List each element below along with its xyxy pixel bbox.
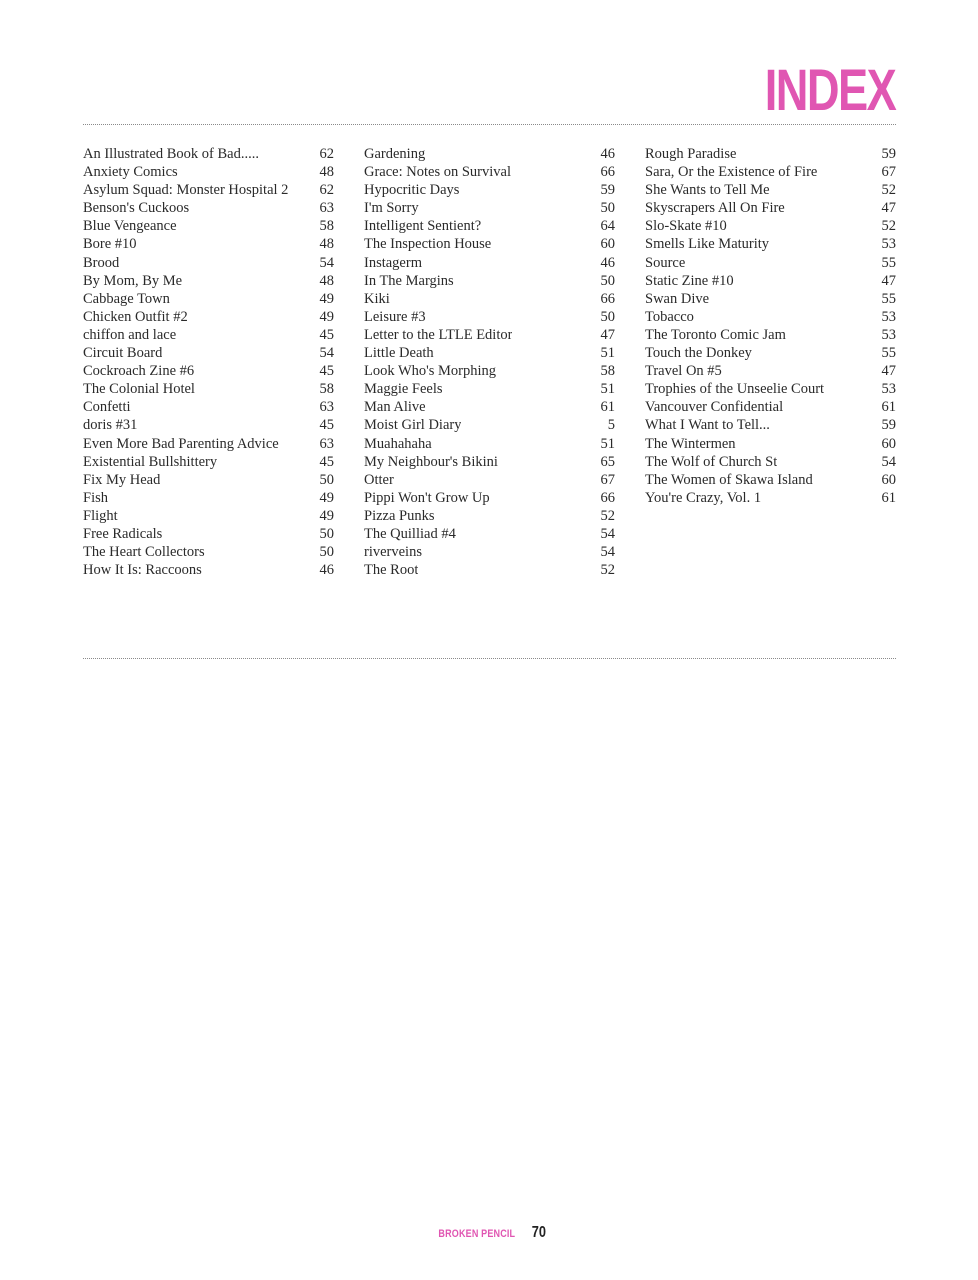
entry-page-number: 58	[600, 363, 615, 380]
entry-page-number: 46	[600, 146, 615, 162]
entry-page-number: 66	[600, 489, 615, 506]
index-entry	[83, 326, 334, 344]
entry-title: Skyscrapers All On Fire	[645, 200, 785, 217]
entry-title: Chicken Outfit #2	[83, 308, 188, 325]
entry-page-number: 47	[600, 326, 615, 343]
entry-title: Flight	[83, 507, 118, 524]
entry-page-number: 66	[600, 164, 615, 181]
entry-title: Cabbage Town	[83, 290, 170, 307]
entry-title: Instagerm	[364, 254, 422, 271]
index-entry	[83, 308, 334, 326]
index-entry	[645, 235, 896, 253]
entry-page-number: 54	[881, 453, 896, 470]
entry-page-number: 65	[600, 453, 615, 470]
entry-title: Gardening	[364, 146, 426, 162]
publication-name: BROKEN PENCIL	[438, 1228, 516, 1240]
entry-page-number: 54	[600, 525, 615, 542]
entry-page-number: 51	[600, 435, 615, 452]
entry-title: The Quilliad #4	[364, 525, 456, 542]
entry-title: Otter	[364, 471, 394, 488]
entry-title: Slo-Skate #10	[645, 218, 727, 235]
index-entry	[364, 398, 615, 416]
index-entry	[645, 362, 896, 380]
index-entry	[364, 380, 615, 398]
entry-title: Swan Dive	[645, 290, 710, 307]
entry-title: Fish	[83, 489, 108, 506]
index-entry	[83, 235, 334, 253]
index-entry	[645, 471, 896, 489]
entry-page-number: 45	[319, 453, 334, 470]
index-entry	[645, 145, 896, 163]
entry-page-number: 67	[600, 471, 615, 488]
index-entry	[364, 308, 615, 326]
entry-page-number: 51	[600, 381, 615, 398]
index-entry	[83, 362, 334, 380]
index-entry	[645, 254, 896, 272]
entry-page-number: 45	[319, 363, 334, 380]
entry-page-number: 50	[600, 308, 615, 325]
index-entry	[645, 163, 896, 181]
entry-page-number: 47	[881, 363, 896, 380]
index-entry	[364, 471, 615, 489]
index-entry	[83, 217, 334, 235]
index-entry	[83, 543, 334, 561]
index-column-1	[83, 145, 334, 579]
entry-title: Tobacco	[645, 308, 694, 325]
index-entry	[364, 507, 615, 525]
index-entry	[645, 416, 896, 434]
entry-page-number: 46	[319, 562, 334, 579]
entry-title: Anxiety Comics	[83, 164, 178, 181]
index-entry	[645, 380, 896, 398]
index-entry	[83, 561, 334, 579]
index-entry	[83, 453, 334, 471]
index-entry	[364, 199, 615, 217]
entry-title: I'm Sorry	[364, 200, 419, 217]
index-entry	[645, 308, 896, 326]
entry-title: Pizza Punks	[364, 507, 435, 524]
entry-page-number: 59	[600, 182, 615, 199]
bottom-dotted-divider	[83, 658, 896, 659]
entry-title: My Neighbour's Bikini	[364, 453, 498, 470]
index-entry	[645, 326, 896, 344]
entry-page-number: 45	[319, 417, 334, 434]
entry-page-number: 58	[319, 218, 334, 235]
index-entry	[83, 471, 334, 489]
entry-title: Pippi Won't Grow Up	[364, 489, 490, 506]
entry-page-number: 48	[319, 272, 334, 289]
entry-title: Circuit Board	[83, 345, 163, 362]
entry-title: Hypocritic Days	[364, 182, 460, 199]
index-entry	[83, 398, 334, 416]
entry-page-number: 50	[319, 525, 334, 542]
index-entry	[83, 163, 334, 181]
entry-page-number: 46	[600, 254, 615, 271]
entry-page-number: 50	[319, 544, 334, 561]
entry-title: Muahahaha	[364, 435, 432, 452]
index-entry	[83, 344, 334, 362]
entry-title: The Toronto Comic Jam	[645, 326, 786, 343]
entry-title: By Mom, By Me	[83, 272, 183, 289]
entry-title: The Inspection House	[364, 236, 492, 253]
index-entry	[364, 489, 615, 507]
entry-page-number: 53	[881, 326, 896, 343]
entry-page-number: 52	[881, 182, 896, 199]
index-entry	[83, 272, 334, 290]
entry-title: You're Crazy, Vol. 1	[645, 489, 762, 506]
entry-page-number: 52	[600, 507, 615, 524]
entry-title: Existential Bullshittery	[83, 453, 218, 470]
index-entry	[364, 145, 615, 163]
entry-title: Source	[645, 254, 686, 271]
entry-title: Man Alive	[364, 399, 426, 416]
index-entry	[83, 380, 334, 398]
index-entry	[83, 416, 334, 434]
entry-title: Moist Girl Diary	[364, 417, 462, 434]
entry-page-number: 58	[319, 381, 334, 398]
entry-page-number: 49	[319, 308, 334, 325]
entry-title: Smells Like Maturity	[645, 236, 770, 253]
entry-title: Bore #10	[83, 236, 137, 253]
index-entry	[645, 217, 896, 235]
top-dotted-divider	[83, 124, 896, 125]
entry-page-number: 49	[319, 507, 334, 524]
index-entry	[645, 344, 896, 362]
entry-title: Maggie Feels	[364, 381, 443, 398]
entry-page-number: 61	[881, 489, 896, 506]
index-entry	[83, 199, 334, 217]
entry-title: The Colonial Hotel	[83, 381, 195, 398]
entry-title: How It Is: Raccoons	[83, 562, 202, 579]
entry-page-number: 67	[881, 164, 896, 181]
entry-page-number: 45	[319, 326, 334, 343]
index-entry	[645, 199, 896, 217]
index-entry	[83, 254, 334, 272]
entry-page-number: 55	[881, 290, 896, 307]
index-entry	[364, 435, 615, 453]
index-entry	[364, 254, 615, 272]
index-entry	[364, 163, 615, 181]
entry-title: The Wolf of Church St	[645, 453, 778, 470]
entry-title: Kiki	[364, 290, 390, 307]
entry-title: What I Want to Tell...	[645, 417, 770, 434]
index-entry	[364, 525, 615, 543]
entry-title: Fix My Head	[83, 471, 161, 488]
index-entry	[83, 181, 334, 199]
entry-title: Free Radicals	[83, 525, 163, 542]
entry-page-number: 63	[319, 435, 334, 452]
entry-title: The Root	[364, 562, 419, 579]
entry-page-number: 52	[881, 218, 896, 235]
entry-page-number: 60	[600, 236, 615, 253]
index-entry	[83, 290, 334, 308]
index-entry	[364, 326, 615, 344]
page-number: 70	[531, 1224, 547, 1241]
entry-title: Sara, Or the Existence of Fire	[645, 164, 818, 181]
entry-page-number: 63	[319, 200, 334, 217]
index-entry	[83, 507, 334, 525]
entry-page-number: 50	[319, 471, 334, 488]
entry-title: Confetti	[83, 399, 131, 416]
entry-page-number: 55	[881, 345, 896, 362]
index-entry	[364, 181, 615, 199]
entry-page-number: 52	[600, 562, 615, 579]
index-entry	[645, 398, 896, 416]
index-entry	[645, 453, 896, 471]
entry-title: The Women of Skawa Island	[645, 471, 813, 488]
entry-title: An Illustrated Book of Bad.....	[83, 146, 259, 162]
entry-title: Static Zine #10	[645, 272, 734, 289]
index-entry	[83, 145, 334, 163]
entry-page-number: 50	[600, 272, 615, 289]
entry-title: The Wintermen	[645, 435, 736, 452]
entry-page-number: 62	[319, 182, 334, 199]
page-footer	[0, 1224, 978, 1242]
entry-title: The Heart Collectors	[83, 544, 205, 561]
entry-title: riverveins	[364, 544, 422, 561]
entry-title: Even More Bad Parenting Advice	[83, 435, 279, 452]
entry-title: Little Death	[364, 345, 434, 362]
index-entry	[645, 290, 896, 308]
entry-page-number: 66	[600, 290, 615, 307]
entry-title: Trophies of the Unseelie Court	[645, 381, 825, 398]
entry-page-number: 48	[319, 164, 334, 181]
entry-title: Look Who's Morphing	[364, 363, 497, 380]
index-entry	[83, 525, 334, 543]
index-entry	[364, 362, 615, 380]
index-column-3	[645, 145, 896, 507]
entry-title: Benson's Cuckoos	[83, 200, 190, 217]
index-entry	[364, 290, 615, 308]
entry-page-number: 54	[319, 254, 334, 271]
index-entry	[364, 543, 615, 561]
index-entry	[364, 235, 615, 253]
entry-title: Blue Vengeance	[83, 218, 177, 235]
entry-title: Rough Paradise	[645, 146, 737, 162]
index-column-2	[364, 145, 615, 579]
entry-page-number: 51	[600, 345, 615, 362]
entry-page-number: 62	[319, 146, 334, 162]
index-entry	[83, 435, 334, 453]
entry-title: Brood	[83, 254, 120, 271]
entry-title: Letter to the LTLE Editor	[364, 326, 513, 343]
entry-page-number: 55	[881, 254, 896, 271]
entry-page-number: 54	[600, 544, 615, 561]
index-entry	[364, 416, 615, 434]
entry-page-number: 49	[319, 489, 334, 506]
entry-page-number: 54	[319, 345, 334, 362]
entry-page-number: 53	[881, 308, 896, 325]
index-entry	[83, 489, 334, 507]
entry-title: She Wants to Tell Me	[645, 182, 770, 199]
index-entry	[364, 453, 615, 471]
entry-page-number: 47	[881, 272, 896, 289]
entry-title: Grace: Notes on Survival	[364, 164, 511, 181]
entry-page-number: 49	[319, 290, 334, 307]
entry-title: Vancouver Confidential	[645, 399, 784, 416]
entry-page-number: 48	[319, 236, 334, 253]
entry-page-number: 60	[881, 435, 896, 452]
entry-page-number: 47	[881, 200, 896, 217]
entry-title: Asylum Squad: Monster Hospital 2	[83, 182, 289, 199]
entry-page-number: 5	[607, 417, 615, 434]
page-title: INDEX	[764, 58, 895, 123]
entry-page-number: 50	[600, 200, 615, 217]
entry-page-number: 64	[600, 218, 615, 235]
index-entry	[645, 272, 896, 290]
entry-title: Intelligent Sentient?	[364, 218, 482, 235]
entry-page-number: 61	[600, 399, 615, 416]
entry-page-number: 60	[881, 471, 896, 488]
entry-page-number: 59	[881, 417, 896, 434]
entry-title: Leisure #3	[364, 308, 426, 325]
entry-title: Travel On #5	[645, 363, 722, 380]
entry-page-number: 53	[881, 236, 896, 253]
entry-title: Cockroach Zine #6	[83, 363, 195, 380]
index-entry	[364, 344, 615, 362]
index-entry	[645, 489, 896, 507]
index-entry	[364, 272, 615, 290]
index-entry	[645, 435, 896, 453]
entry-page-number: 59	[881, 146, 896, 162]
entry-title: doris #31	[83, 417, 138, 434]
entry-title: In The Margins	[364, 272, 454, 289]
entry-title: chiffon and lace	[83, 326, 177, 343]
entry-page-number: 63	[319, 399, 334, 416]
index-entry	[645, 181, 896, 199]
index-entry	[364, 217, 615, 235]
entry-title: Touch the Donkey	[645, 345, 752, 362]
entry-page-number: 53	[881, 381, 896, 398]
index-entry	[364, 561, 615, 579]
entry-page-number: 61	[881, 399, 896, 416]
